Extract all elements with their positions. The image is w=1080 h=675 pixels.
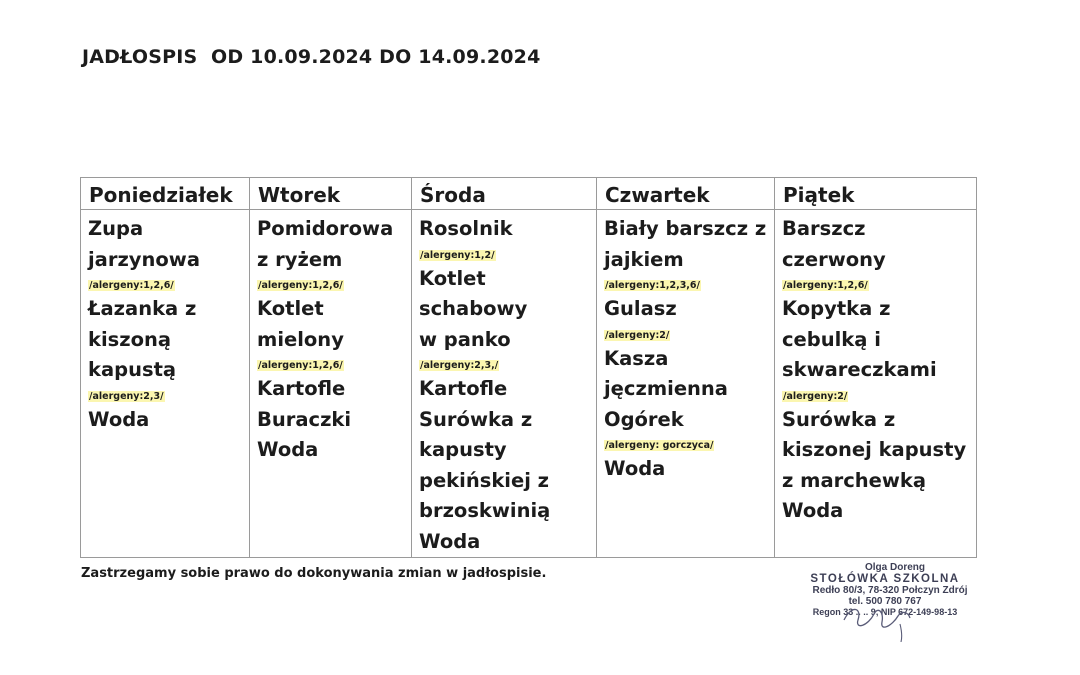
day-header-row	[81, 178, 977, 210]
menu-item: Kotlet	[257, 297, 324, 320]
menu-item: Woda	[257, 438, 319, 461]
menu-item: Surówka z	[782, 407, 896, 431]
menu-item: z marchewką	[782, 468, 927, 492]
stamp-phone: tel. 500 780 767	[848, 596, 922, 607]
menu-item: Gulasz	[604, 297, 677, 320]
menu-item: Woda	[604, 457, 666, 480]
menu-item: cebulką i	[782, 327, 881, 351]
menu-item: kiszonej kapusty	[782, 438, 967, 461]
menu-item: kapusty	[419, 438, 507, 461]
meals-row	[81, 210, 977, 558]
menu-item: Woda	[419, 529, 481, 553]
allergen-info-wrapper	[782, 276, 970, 292]
menu-item: Kotlet schabowy	[419, 266, 528, 320]
menu-item: Rosolnik	[419, 217, 513, 240]
stamp-name: Olga Doreng	[864, 562, 925, 573]
weekly-menu-table	[80, 177, 977, 558]
allergen-info: /alergeny:2/	[783, 390, 848, 402]
day-header-monday: Poniedziałek	[81, 178, 250, 210]
day-header-thursday: Czwartek	[597, 178, 775, 210]
day-header-wednesday: Środa	[412, 178, 597, 210]
menu-item: jajkiem	[604, 247, 684, 271]
menu-item: Woda	[88, 407, 150, 431]
allergen-info: /alergeny:1,2,6/	[89, 280, 174, 291]
menu-item: jęczmienna	[604, 377, 728, 400]
meals-monday	[81, 210, 250, 558]
menu-item: kapustą	[88, 358, 177, 381]
allergen-info: /alergeny:1,2/	[420, 249, 495, 261]
allergen-info-wrapper	[419, 246, 590, 262]
allergen-info: /alergeny:1,2,6/	[783, 280, 868, 291]
allergen-info: /alergeny:1,2,6/	[258, 360, 343, 371]
menu-title: JADŁOSPIS OD 10.09.2024 DO 14.09.2024	[82, 46, 541, 68]
day-header-tuesday: Wtorek	[250, 178, 412, 210]
allergen-info-wrapper	[782, 387, 970, 403]
menu-item: Buraczki	[257, 407, 352, 431]
menu-item: Biały barszcz z	[604, 217, 767, 240]
menu-item: mielony	[257, 327, 344, 351]
menu-item: Kopytka z	[782, 297, 891, 320]
menu-item: Pomidorowa	[257, 217, 394, 240]
allergen-info-wrapper	[257, 356, 405, 372]
menu-item: z ryżem	[257, 247, 343, 271]
menu-item: w panko	[419, 327, 511, 351]
day-header-friday: Piątek	[775, 178, 977, 210]
meals-friday	[775, 210, 977, 558]
stamp-regon: Regon 33 .. .. 9, NIP 672-149-98-13	[812, 607, 958, 617]
menu-item: Kartofle	[257, 377, 346, 400]
allergen-info-wrapper	[604, 326, 768, 342]
allergen-info-wrapper	[88, 387, 243, 403]
allergen-info-wrapper	[604, 436, 768, 452]
menu-item: Zupa	[88, 217, 144, 240]
menu-item: skwareczkami	[782, 358, 937, 381]
allergen-info-wrapper	[88, 276, 243, 292]
allergen-info-wrapper	[604, 276, 768, 292]
menu-item: Ogórek	[604, 407, 684, 431]
allergen-info: /alergeny:1,2,3,6/	[605, 280, 700, 291]
menu-item: pekińskiej z	[419, 468, 550, 492]
menu-item: Surówka z	[419, 407, 533, 431]
allergen-info: /alergeny: gorczyca/	[605, 440, 714, 451]
menu-item: kiszoną	[88, 327, 172, 351]
menu-item: Kartofle	[419, 377, 508, 400]
handwritten-signature	[838, 586, 918, 642]
menu-item: Woda	[782, 499, 844, 522]
allergen-info: /alergeny:2,3/	[89, 390, 164, 402]
menu-item: Łazanka z	[88, 297, 197, 320]
stamp-organization: STOŁÓWKA SZKOLNA	[810, 573, 960, 585]
menu-item: Kasza	[604, 346, 669, 370]
menu-item: jarzynowa	[88, 247, 200, 271]
allergen-info: /alergeny:1,2,6/	[258, 280, 343, 291]
meals-wednesday	[412, 210, 597, 558]
stamp-address: Redło 80/3, 78-320 Połczyn Zdrój	[812, 585, 968, 596]
meals-thursday	[597, 210, 775, 558]
menu-item: Barszcz czerwony	[782, 217, 886, 271]
allergen-info-wrapper	[419, 356, 590, 372]
meals-tuesday	[250, 210, 412, 558]
allergen-info: /alergeny:2,3,/	[420, 360, 499, 371]
allergen-info-wrapper	[257, 276, 405, 292]
allergen-info: /alergeny:2/	[605, 329, 670, 341]
disclaimer-note: Zastrzegamy sobie prawo do dokonywania zmian w jadłospisie.	[81, 566, 547, 581]
menu-item: brzoskwinią	[419, 499, 551, 522]
